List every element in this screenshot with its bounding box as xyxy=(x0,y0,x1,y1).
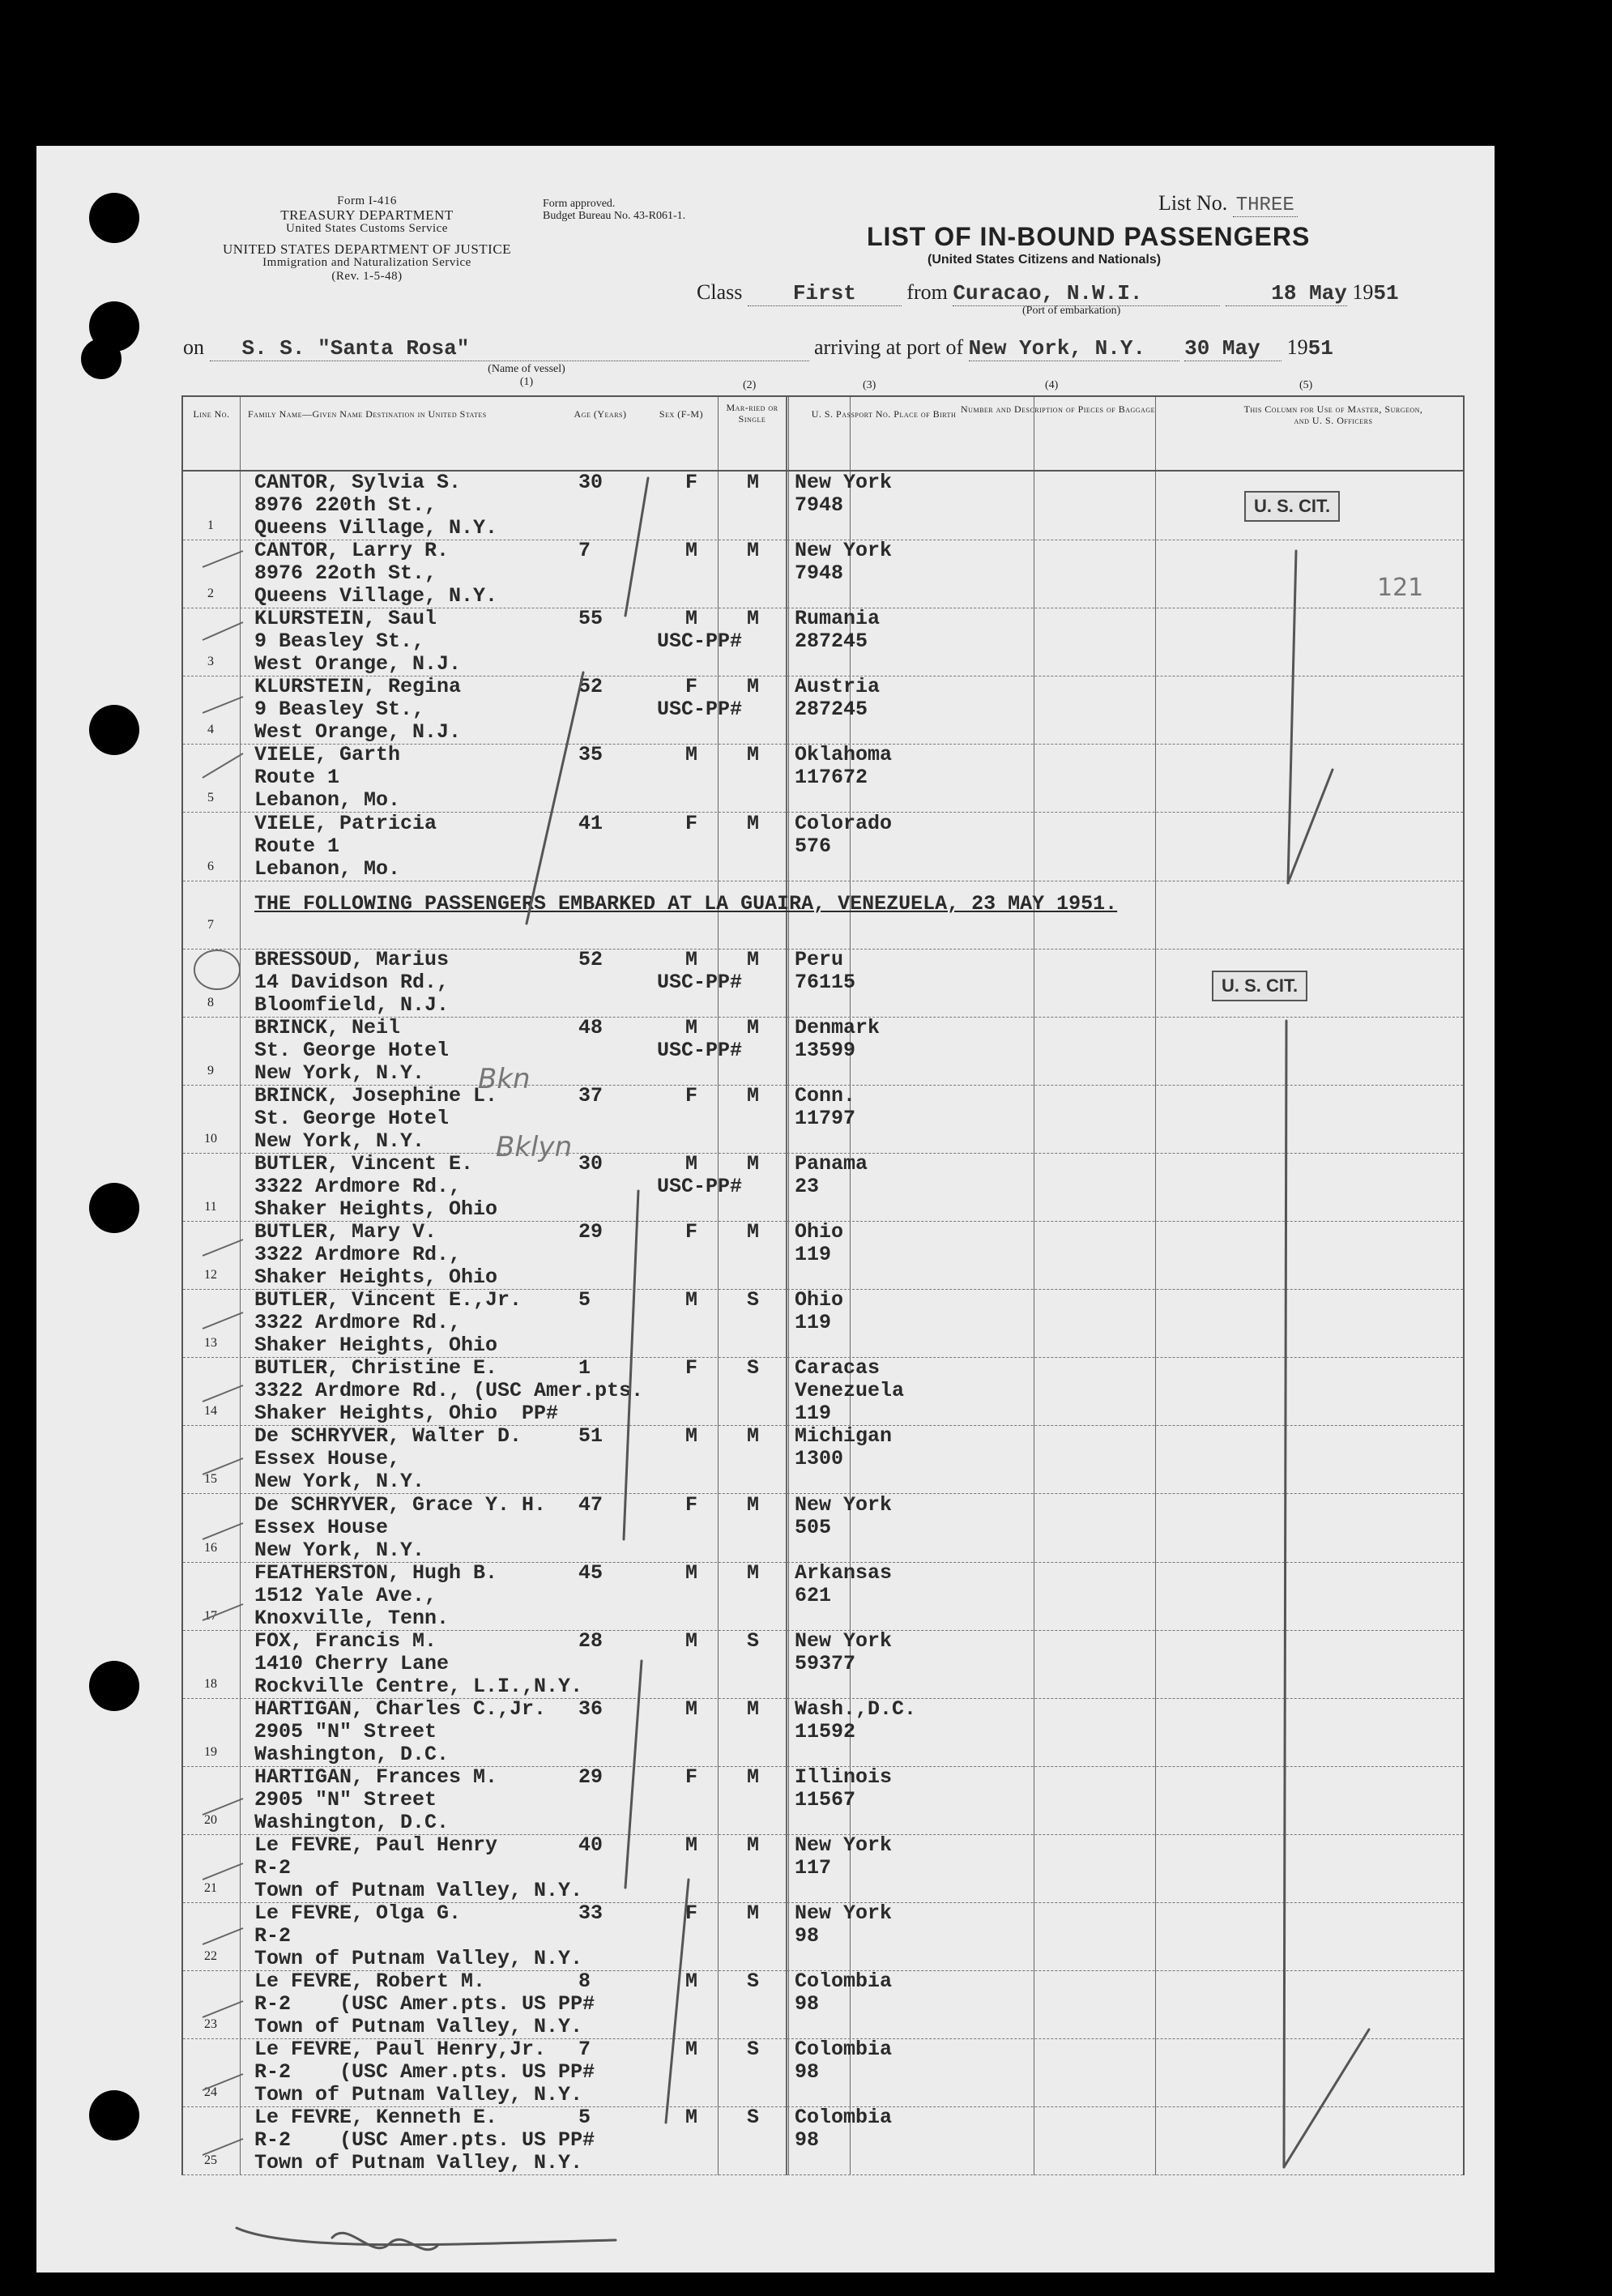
line-number: 16 xyxy=(204,1540,217,1555)
passenger-destination: Shaker Heights, Ohio xyxy=(254,1334,498,1358)
passenger-sex: F xyxy=(685,1901,698,1926)
form-revision: (Rev. 1-5-48) xyxy=(331,270,403,283)
passport-number: 76115 xyxy=(795,970,856,994)
passport-number: 287245 xyxy=(795,629,868,654)
passenger-name: FOX, Francis M. xyxy=(254,1628,437,1653)
col-header-line: Line No. xyxy=(193,408,230,420)
passenger-married: S xyxy=(747,2038,760,2062)
passenger-married: M xyxy=(747,1696,760,1721)
passenger-married: M xyxy=(747,1833,760,1857)
passenger-destination: Rockville Centre, L.I.,N.Y. xyxy=(254,1674,583,1698)
passenger-name: Le FEVRE, Robert M. xyxy=(254,1970,486,1994)
embark-year: 51 xyxy=(1373,281,1399,305)
arrival-year: 51 xyxy=(1307,336,1333,361)
passport-number: 117672 xyxy=(795,766,868,790)
passport-number: 98 xyxy=(795,2128,820,2153)
place-of-birth: New York xyxy=(795,539,893,563)
arrival-date: 30 May xyxy=(1184,336,1281,361)
passenger-age: 33 xyxy=(578,1901,603,1926)
handwritten-note: Bkn xyxy=(478,1063,531,1095)
page-subtitle: (United States Citizens and Nationals) xyxy=(928,253,1162,267)
line-number: 13 xyxy=(204,1336,217,1351)
us-citizen-stamp: U. S. CIT. xyxy=(1212,971,1307,1001)
passenger-address: 3322 Ardmore Rd., xyxy=(254,1243,462,1267)
ins-service: Immigration and Naturalization Service xyxy=(262,256,471,269)
passenger-married: M xyxy=(747,1765,760,1789)
passenger-destination: Washington, D.C. xyxy=(254,1742,450,1766)
passenger-age: 30 xyxy=(578,1152,603,1176)
col-header-baggage: Number and Description of Pieces of Baggage xyxy=(961,403,1155,415)
budget-bureau-no: Budget Bureau No. 43-R061-1. xyxy=(543,210,686,222)
passenger-address: Essex House xyxy=(254,1515,389,1539)
passenger-married: M xyxy=(747,607,760,631)
place-of-birth: New York xyxy=(795,471,893,494)
usc-passport-flag: USC-PP# xyxy=(657,970,743,994)
passenger-address: 3322 Ardmore Rd., xyxy=(254,1311,462,1335)
passenger-address: R-2 (USC Amer.pts. US PP# xyxy=(254,1992,595,2016)
line-number: 1 xyxy=(207,519,214,532)
passenger-married: S xyxy=(747,2106,760,2130)
line-number: 24 xyxy=(204,2085,217,2100)
place-of-birth: New York xyxy=(795,1901,893,1926)
passenger-sex: M xyxy=(685,1696,698,1721)
passenger-address: 3322 Ardmore Rd., xyxy=(254,1175,462,1198)
passenger-sex: M xyxy=(685,1424,698,1449)
passport-number: 7948 xyxy=(795,493,844,517)
place-of-birth: Caracas xyxy=(795,1356,881,1381)
passenger-sex: M xyxy=(685,2038,698,2062)
passenger-married: M xyxy=(747,471,760,494)
passenger-destination: New York, N.Y. xyxy=(254,1470,425,1494)
line-number: 5 xyxy=(207,791,214,805)
col-header-name: Family Name—Given Name Destination in United States xyxy=(248,408,487,420)
col-header-age: Age (Years) xyxy=(574,408,627,420)
line-number: 14 xyxy=(204,1404,217,1419)
passenger-age: 35 xyxy=(578,743,603,767)
passenger-sex: F xyxy=(685,811,698,835)
passenger-name: KLURSTEIN, Regina xyxy=(254,675,462,699)
page-title: LIST OF IN-BOUND PASSENGERS xyxy=(867,222,1311,251)
passenger-sex: F xyxy=(685,1765,698,1789)
passport-number: 576 xyxy=(795,834,832,858)
passenger-destination: New York, N.Y. xyxy=(254,1538,425,1562)
passenger-age: 8 xyxy=(578,1970,591,1994)
passenger-married: S xyxy=(747,1356,760,1381)
passenger-address: R-2 xyxy=(254,1924,292,1948)
place-of-birth: Colorado xyxy=(795,811,893,835)
passenger-married: M xyxy=(747,743,760,767)
passenger-sex: F xyxy=(685,675,698,699)
passenger-married: S xyxy=(747,1970,760,1994)
passenger-destination: Queens Village, N.Y. xyxy=(254,584,498,608)
passenger-destination: Queens Village, N.Y. xyxy=(254,516,498,540)
place-of-birth: New York xyxy=(795,1492,893,1517)
place-of-birth: Wash.,D.C. xyxy=(795,1696,917,1721)
place-of-birth: Illinois xyxy=(795,1765,893,1789)
passport-number: 11797 xyxy=(795,1106,856,1130)
line-number: 10 xyxy=(204,1131,217,1146)
passenger-sex: F xyxy=(685,1492,698,1517)
column-number-5: (5) xyxy=(1299,379,1313,391)
place-of-birth: Rumania xyxy=(795,607,881,631)
passenger-destination: Knoxville, Tenn. xyxy=(254,1606,450,1630)
passenger-age: 48 xyxy=(578,1015,603,1039)
passport-number: 13599 xyxy=(795,1038,856,1062)
usc-passport-flag: USC-PP# xyxy=(657,629,743,654)
line-number: 23 xyxy=(204,2017,217,2032)
passenger-age: 36 xyxy=(578,1696,603,1721)
passenger-destination: Lebanon, Mo. xyxy=(254,788,401,813)
passenger-address: R-2 (USC Amer.pts. US PP# xyxy=(254,2060,595,2085)
passenger-destination: Shaker Heights, Ohio xyxy=(254,1197,498,1221)
line-number: 3 xyxy=(207,655,214,669)
passenger-age: 29 xyxy=(578,1220,603,1244)
passenger-destination: West Orange, N.J. xyxy=(254,720,462,745)
form-number: Form I-416 xyxy=(337,194,397,207)
passenger-married: M xyxy=(747,1492,760,1517)
passenger-sex: M xyxy=(685,947,698,971)
line-number: 8 xyxy=(207,995,214,1009)
passenger-married: S xyxy=(747,1628,760,1653)
form-approved-label: Form approved. xyxy=(543,198,616,210)
passenger-address: R-2 xyxy=(254,1856,292,1880)
passenger-name: BUTLER, Vincent E. xyxy=(254,1152,474,1176)
passenger-destination: Washington, D.C. xyxy=(254,1810,450,1834)
passenger-destination: Town of Putnam Valley, N.Y. xyxy=(254,1879,583,1902)
passport-number: 1300 xyxy=(795,1447,844,1471)
passenger-age: 7 xyxy=(578,539,591,563)
line-number: 9 xyxy=(207,1063,214,1078)
embarkation-banner: THE FOLLOWING PASSENGERS EMBARKED AT LA GUAIRA, VENEZUELA, 23 MAY 1951. xyxy=(254,891,1118,915)
embark-port: Curacao, N.W.I. xyxy=(953,281,1220,306)
place-of-birth: Peru xyxy=(795,947,844,971)
passenger-sex: M xyxy=(685,1833,698,1857)
passenger-destination: Town of Putnam Valley, N.Y. xyxy=(254,2151,583,2175)
passenger-sex: M xyxy=(685,1628,698,1653)
passenger-married: M xyxy=(747,1083,760,1107)
column-number-1: (1) xyxy=(519,376,534,388)
usc-passport-flag: USC-PP# xyxy=(657,1175,743,1198)
from-label: from xyxy=(906,280,948,304)
handwritten-number: 121 xyxy=(1377,574,1424,602)
place-of-birth: Conn. xyxy=(795,1083,856,1107)
line-number: 19 xyxy=(204,1744,217,1759)
passport-number: 287245 xyxy=(795,698,868,722)
line-number: 17 xyxy=(204,1608,217,1623)
passenger-address: 2905 "N" Street xyxy=(254,1787,437,1812)
justice-dept: UNITED STATES DEPARTMENT OF JUSTICE xyxy=(222,241,512,257)
passport-number: 119 xyxy=(795,1311,832,1335)
passenger-age: 28 xyxy=(578,1628,603,1653)
place-of-birth: Colombia xyxy=(795,2038,893,2062)
passenger-married: M xyxy=(747,1901,760,1926)
line-number: 11 xyxy=(204,1200,217,1214)
passport-number: 11592 xyxy=(795,1719,856,1743)
passenger-age: 30 xyxy=(578,471,603,494)
list-no-label: List No. xyxy=(1158,191,1228,215)
passport-number: 505 xyxy=(795,1515,832,1539)
passenger-destination: New York, N.Y. xyxy=(254,1061,425,1085)
passenger-age: 52 xyxy=(578,947,603,971)
place-of-birth: Austria xyxy=(795,675,881,699)
passenger-married: M xyxy=(747,1015,760,1039)
usc-passport-flag: USC-PP# xyxy=(657,1038,743,1062)
passenger-age: 55 xyxy=(578,607,603,631)
place-of-birth: New York xyxy=(795,1628,893,1653)
passenger-age: 40 xyxy=(578,1833,603,1857)
line-number: 4 xyxy=(207,723,214,737)
passenger-address: 8976 220th St., xyxy=(254,493,437,517)
arrival-year-prefix: 19 xyxy=(1286,335,1308,359)
place-of-birth: Denmark xyxy=(795,1015,881,1039)
passenger-name: BRESSOUD, Marius xyxy=(254,947,450,971)
passport-number: 98 xyxy=(795,2060,820,2085)
passenger-name: Le FEVRE, Kenneth E. xyxy=(254,2106,498,2130)
passenger-name: KLURSTEIN, Saul xyxy=(254,607,437,631)
place-of-birth: Arkansas xyxy=(795,1560,893,1585)
passenger-sex: M xyxy=(685,539,698,563)
place-of-birth: New York xyxy=(795,1833,893,1857)
passenger-name: BUTLER, Christine E. xyxy=(254,1356,498,1381)
passenger-age: 52 xyxy=(578,675,603,699)
passport-number: 23 xyxy=(795,1175,820,1198)
passenger-address: 1512 Yale Ave., xyxy=(254,1583,437,1607)
line-number: 2 xyxy=(207,587,214,601)
passenger-name: Le FEVRE, Paul Henry xyxy=(254,1833,498,1857)
passenger-destination: Town of Putnam Valley, N.Y. xyxy=(254,2015,583,2039)
class-label: Class xyxy=(697,280,743,304)
passenger-sex: F xyxy=(685,1220,698,1244)
passenger-name: De SCHRYVER, Walter D. xyxy=(254,1424,522,1449)
passenger-name: BRINCK, Josephine L. xyxy=(254,1083,498,1107)
passenger-married: M xyxy=(747,539,760,563)
passenger-address: 2905 "N" Street xyxy=(254,1719,437,1743)
line-number: 21 xyxy=(204,1881,217,1895)
passport-number: Venezuela xyxy=(795,1379,905,1403)
place-of-birth: Michigan xyxy=(795,1424,893,1449)
us-citizen-stamp: U. S. CIT. xyxy=(1244,491,1340,522)
passenger-age: 51 xyxy=(578,1424,603,1449)
passenger-age: 5 xyxy=(578,1288,591,1312)
list-no-value: THREE xyxy=(1233,194,1298,217)
passenger-destination: West Orange, N.J. xyxy=(254,652,462,676)
passenger-name: BUTLER, Vincent E.,Jr. xyxy=(254,1288,522,1312)
passenger-name: Le FEVRE, Paul Henry,Jr. xyxy=(254,2038,547,2062)
line-number: 22 xyxy=(204,1949,217,1964)
passenger-sex: M xyxy=(685,1560,698,1585)
passenger-address: Essex House, xyxy=(254,1447,401,1471)
passport-number: 98 xyxy=(795,1992,820,2016)
passenger-address: St. George Hotel xyxy=(254,1038,450,1062)
passenger-name: BRINCK, Neil xyxy=(254,1015,401,1039)
passenger-destination: Town of Putnam Valley, N.Y. xyxy=(254,1947,583,1971)
place-of-birth: Colombia xyxy=(795,2106,893,2130)
passport-number: 621 xyxy=(795,1583,832,1607)
place-of-birth: Panama xyxy=(795,1152,868,1176)
passenger-address: 3322 Ardmore Rd., (USC Amer.pts. xyxy=(254,1379,644,1403)
col-header-sex: Sex (F-M) xyxy=(659,408,704,420)
usc-passport-flag: USC-PP# xyxy=(657,698,743,722)
passenger-destination: New York, N.Y. xyxy=(254,1129,425,1153)
passenger-sex: M xyxy=(685,743,698,767)
passenger-name: CANTOR, Sylvia S. xyxy=(254,471,462,494)
passenger-address: 9 Beasley St., xyxy=(254,698,425,722)
passenger-sex: M xyxy=(685,1970,698,1994)
passenger-age: 41 xyxy=(578,811,603,835)
vessel-name: S. S. "Santa Rosa" xyxy=(210,336,809,361)
passenger-age: 5 xyxy=(578,2106,591,2130)
line-number: 6 xyxy=(207,859,214,873)
col-header-passport: U. S. Passport No. Place of Birth xyxy=(811,408,957,420)
embark-year-prefix: 19 xyxy=(1352,280,1374,304)
passenger-address: Route 1 xyxy=(254,834,340,858)
passenger-sex: M xyxy=(685,2106,698,2130)
passenger-age: 47 xyxy=(578,1492,603,1517)
passenger-age: 37 xyxy=(578,1083,603,1107)
passenger-sex: M xyxy=(685,607,698,631)
passenger-sex: F xyxy=(685,1356,698,1381)
passenger-married: M xyxy=(747,947,760,971)
column-number-3: (3) xyxy=(863,379,876,391)
class-value: First xyxy=(748,281,902,306)
passenger-destination: Town of Putnam Valley, N.Y. xyxy=(254,2083,583,2107)
port-embarkation-note: (Port of embarkation) xyxy=(1022,305,1121,317)
passenger-name: BUTLER, Mary V. xyxy=(254,1220,437,1244)
passenger-married: M xyxy=(747,675,760,699)
line-number: 15 xyxy=(204,1472,217,1487)
line-number: 7 xyxy=(207,917,214,932)
vessel-note-text: (Name of vessel) xyxy=(488,363,565,375)
line-number: 12 xyxy=(204,1268,217,1282)
place-of-birth: Oklahoma xyxy=(795,743,893,767)
col-header-married: Mar-ried or Single xyxy=(726,402,778,425)
passenger-address: 8976 22oth St., xyxy=(254,561,437,586)
passenger-name: HARTIGAN, Charles C.,Jr. xyxy=(254,1696,547,1721)
passenger-name: HARTIGAN, Frances M. xyxy=(254,1765,498,1789)
passenger-address: 1410 Cherry Lane xyxy=(254,1651,450,1675)
passenger-sex: F xyxy=(685,1083,698,1107)
passenger-married: M xyxy=(747,811,760,835)
passenger-married: M xyxy=(747,1424,760,1449)
arrival-port: New York, N.Y. xyxy=(969,336,1179,361)
passenger-address: 14 Davidson Rd., xyxy=(254,970,450,994)
passenger-married: M xyxy=(747,1220,760,1244)
column-number-2: (2) xyxy=(743,379,757,391)
on-label: on xyxy=(183,335,204,359)
passenger-destination: Shaker Heights, Ohio PP# xyxy=(254,1402,559,1426)
passenger-name: VIELE, Patricia xyxy=(254,811,437,835)
passenger-name: FEATHERSTON, Hugh B. xyxy=(254,1560,498,1585)
col-header-officers: This Column for Use of Master, Surgeon, and U. S. Officers xyxy=(1243,403,1423,426)
passenger-sex: M xyxy=(685,1015,698,1039)
handwritten-note: Bklyn xyxy=(496,1131,573,1163)
embark-date: 18 May xyxy=(1226,281,1347,306)
passport-number: 59377 xyxy=(795,1651,856,1675)
passenger-age: 45 xyxy=(578,1560,603,1585)
passenger-age: 29 xyxy=(578,1765,603,1789)
passenger-sex: M xyxy=(685,1152,698,1176)
place-of-birth: Ohio xyxy=(795,1220,844,1244)
place-of-birth: Colombia xyxy=(795,1970,893,1994)
passenger-name: De SCHRYVER, Grace Y. H. xyxy=(254,1492,547,1517)
line-number: 25 xyxy=(204,2153,217,2168)
passenger-name: Le FEVRE, Olga G. xyxy=(254,1901,462,1926)
passenger-name: CANTOR, Larry R. xyxy=(254,539,450,563)
passenger-destination: Bloomfield, N.J. xyxy=(254,992,450,1017)
treasury-dept: TREASURY DEPARTMENT xyxy=(280,207,454,223)
passenger-sex: M xyxy=(685,1288,698,1312)
passport-number: 7948 xyxy=(795,561,844,586)
passport-number-extra: 119 xyxy=(795,1402,832,1426)
column-number-4: (4) xyxy=(1045,379,1059,391)
arriving-label: arriving at port of xyxy=(814,335,964,359)
passenger-married: M xyxy=(747,1560,760,1585)
passenger-married: S xyxy=(747,1288,760,1312)
passenger-destination: Shaker Heights, Ohio xyxy=(254,1265,498,1290)
passenger-address: 9 Beasley St., xyxy=(254,629,425,654)
line-number: 18 xyxy=(204,1676,217,1691)
passenger-address: R-2 (USC Amer.pts. US PP# xyxy=(254,2128,595,2153)
passport-number: 119 xyxy=(795,1243,832,1267)
passport-number: 117 xyxy=(795,1856,832,1880)
passenger-destination: Lebanon, Mo. xyxy=(254,856,401,881)
place-of-birth: Ohio xyxy=(795,1288,844,1312)
passenger-age: 1 xyxy=(578,1356,591,1381)
passenger-address: Route 1 xyxy=(254,766,340,790)
passport-number: 98 xyxy=(795,1924,820,1948)
passenger-sex: F xyxy=(685,471,698,494)
passport-number: 11567 xyxy=(795,1787,856,1812)
passenger-married: M xyxy=(747,1152,760,1176)
line-number: 20 xyxy=(204,1812,217,1827)
customs-service: United States Customs Service xyxy=(286,222,448,235)
passenger-age: 7 xyxy=(578,2038,591,2062)
passenger-address: St. George Hotel xyxy=(254,1106,450,1130)
passenger-name: VIELE, Garth xyxy=(254,743,401,767)
